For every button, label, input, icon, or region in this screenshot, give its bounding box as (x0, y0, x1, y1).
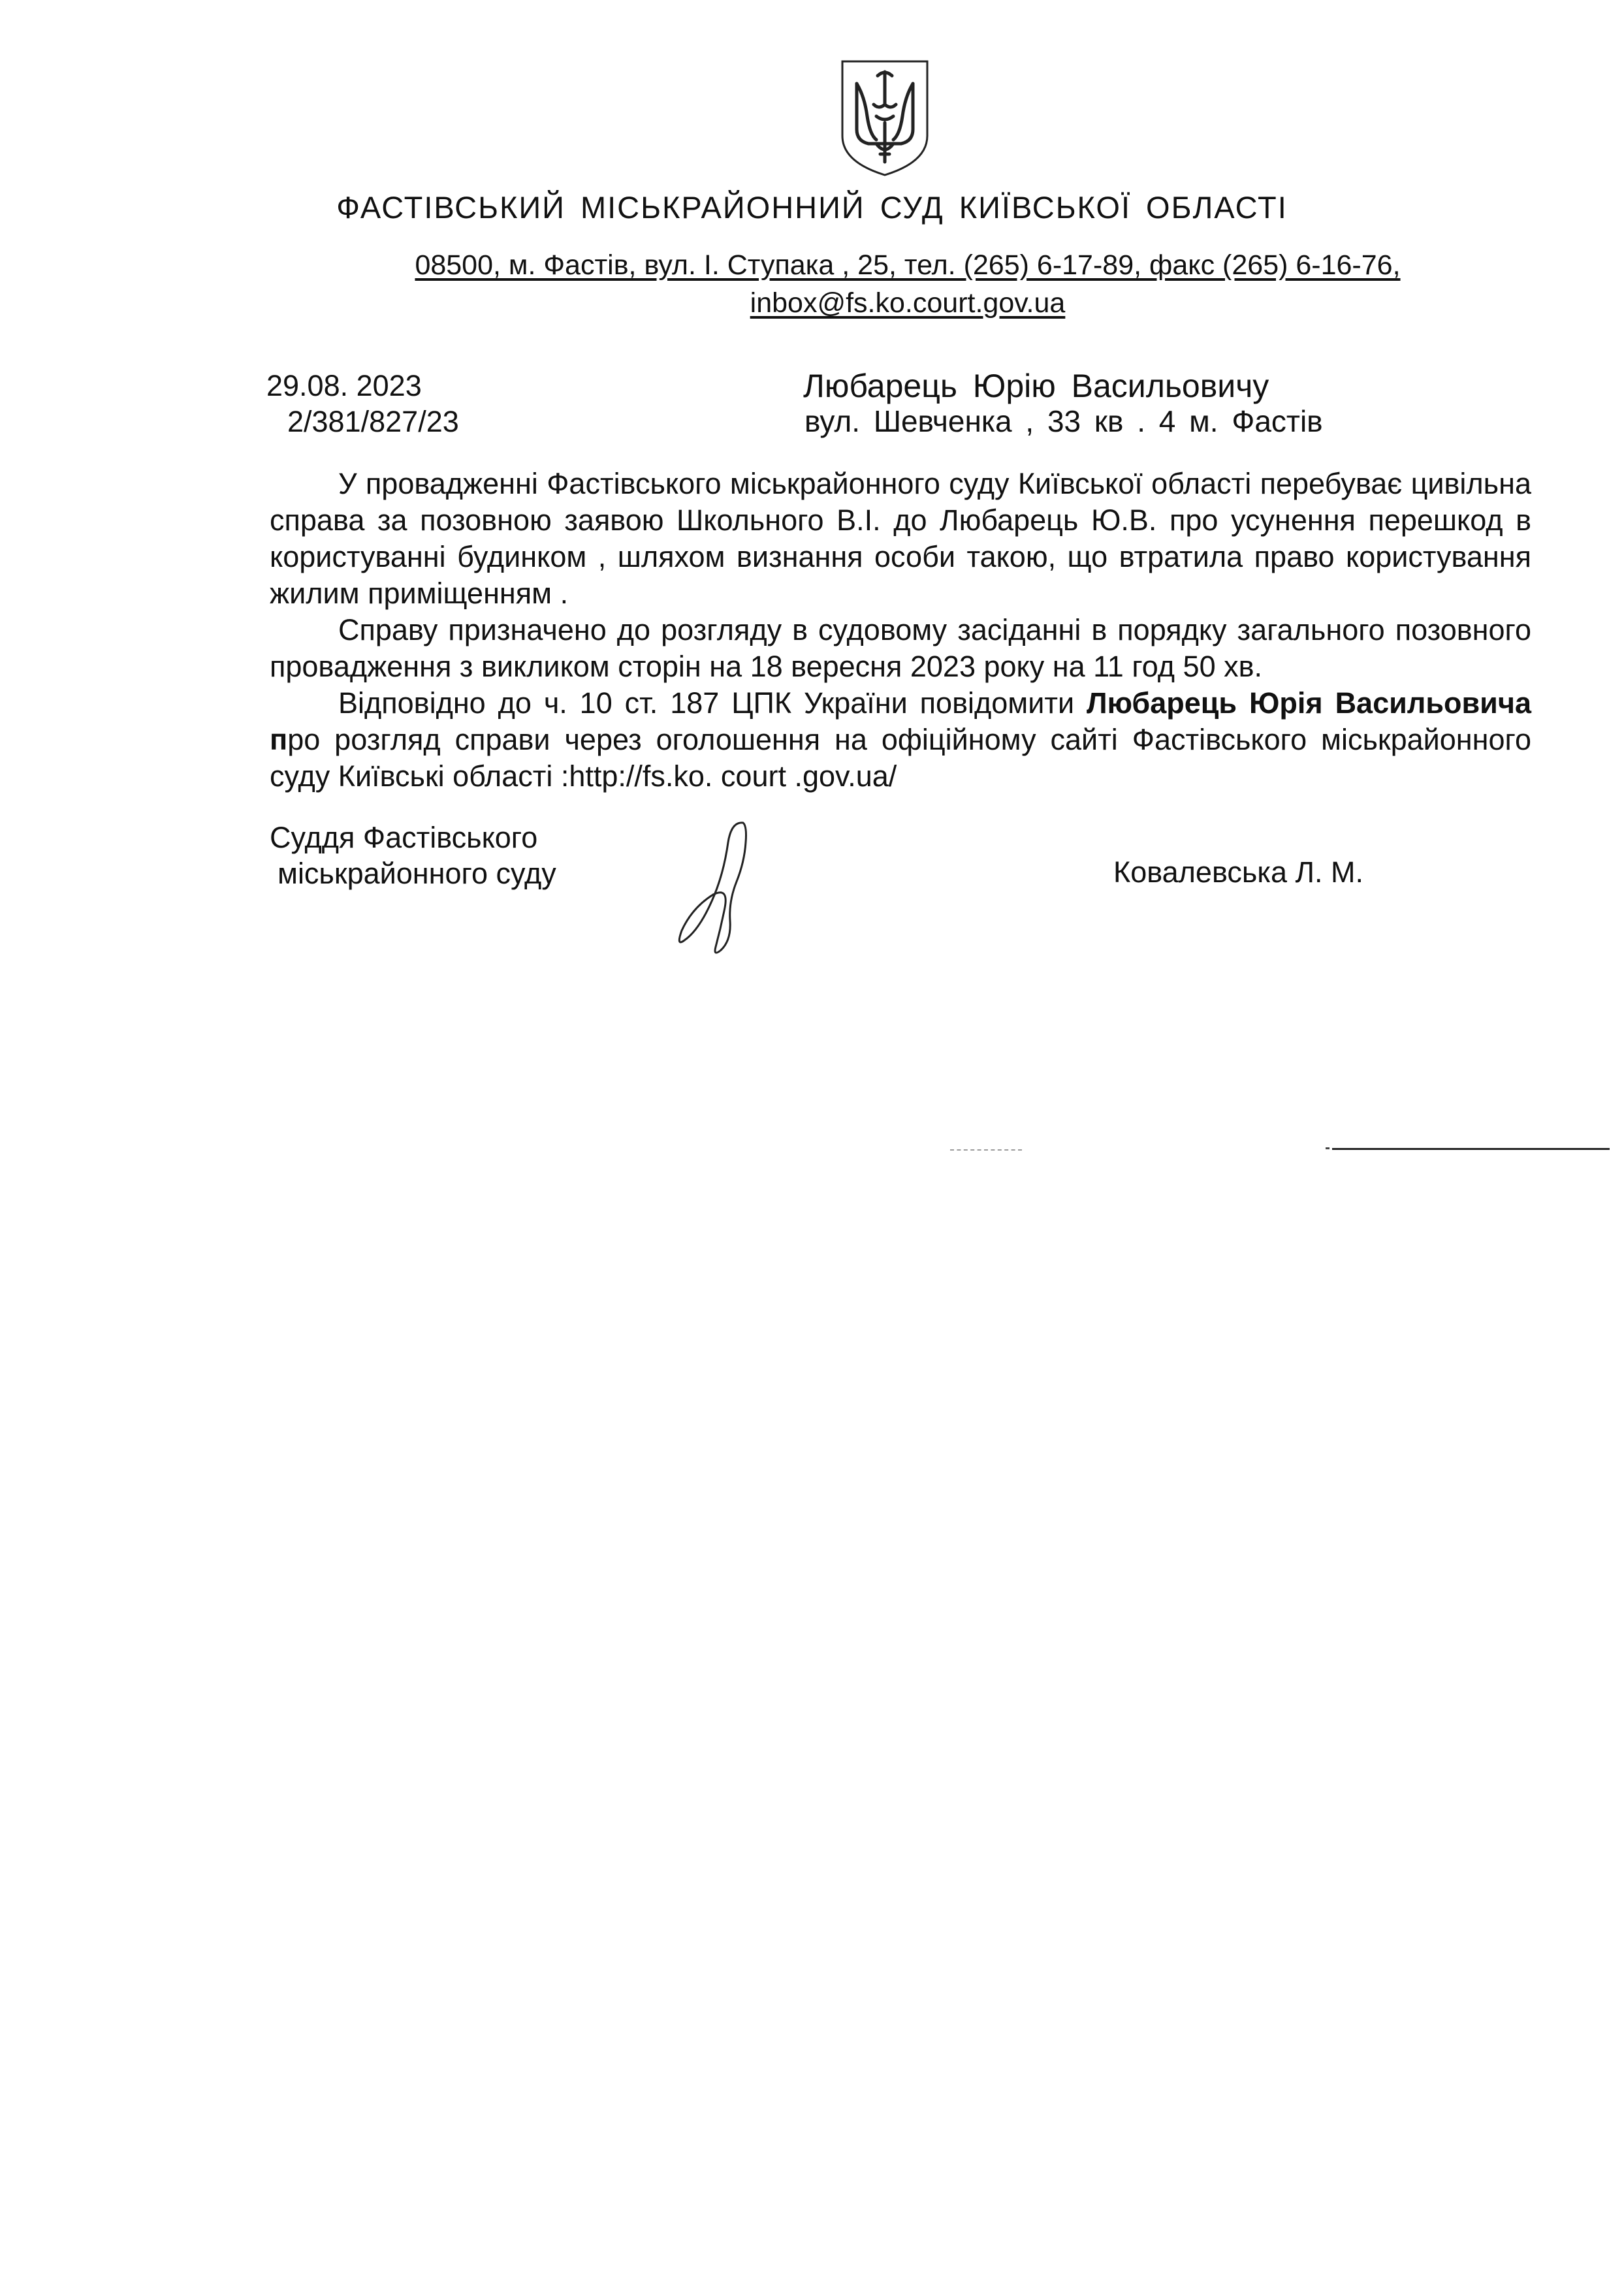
judge-title-line-1: Суддя Фастівського (270, 821, 538, 854)
court-email: inbox@fs.ko.court.gov.ua (750, 287, 1066, 319)
court-address-line: 08500, м. Фастів, вул. І. Ступака , 25, тел. (265) 6-17-89, факс (265) 6-16-76, (415, 249, 1401, 281)
handwritten-signature (666, 816, 764, 960)
letter-body (270, 466, 1531, 795)
body-paragraph-3 (270, 685, 1531, 795)
body-paragraph-3-text-a: Відповідно до ч. 10 ст. 187 ЦПК України повідомити (338, 686, 1087, 720)
judge-title (270, 820, 556, 891)
scan-artifact-dashed-line (950, 1149, 1022, 1151)
court-address (353, 246, 1463, 322)
judge-name: Ковалевська Л. М. (1113, 855, 1364, 889)
body-paragraph-3-bold: Любарець Юрія Васильовича п (270, 686, 1531, 756)
coat-of-arms-icon (837, 57, 932, 179)
court-name: ФАСТІВСЬКИЙ МІСЬКРАЙОННИЙ СУД КИЇВСЬКОЇ ОБЛАСТІ (336, 190, 1288, 225)
document-date: 29.08. 2023 (266, 369, 422, 402)
case-number: 2/381/827/23 (287, 405, 459, 438)
recipient-address: вул. Шевченка , 33 кв . 4 м. Фастів (804, 404, 1323, 438)
scan-artifact-dot (1326, 1147, 1329, 1149)
body-paragraph-1: У провадженні Фастівського міськрайонного суду Київської області перебуває цивільна справа за позовною заявою Школьного В.І. до Любарець Ю.В. про усунення перешкод в користуванні будинком , шляхом визнання особи такою, що втратила право користування жилим приміщенням . (270, 467, 1531, 610)
recipient-name: Любарець Юрію Васильовичу (803, 368, 1269, 404)
body-paragraph-3-text-b: ро розгляд справи через оголошення на офіційному сайті Фастівського міськрайонного суду Київські області :http://fs.ko. court .gov.ua/ (270, 723, 1531, 793)
judge-title-line-2: міськрайонного суду (278, 857, 556, 890)
scan-artifact-line (1332, 1148, 1610, 1150)
body-paragraph-2: Справу призначено до розгляду в судовому засіданні в порядку загального позовного провадження з викликом сторін на 18 вересня 2023 року на 11 год 50 хв. (270, 613, 1531, 683)
